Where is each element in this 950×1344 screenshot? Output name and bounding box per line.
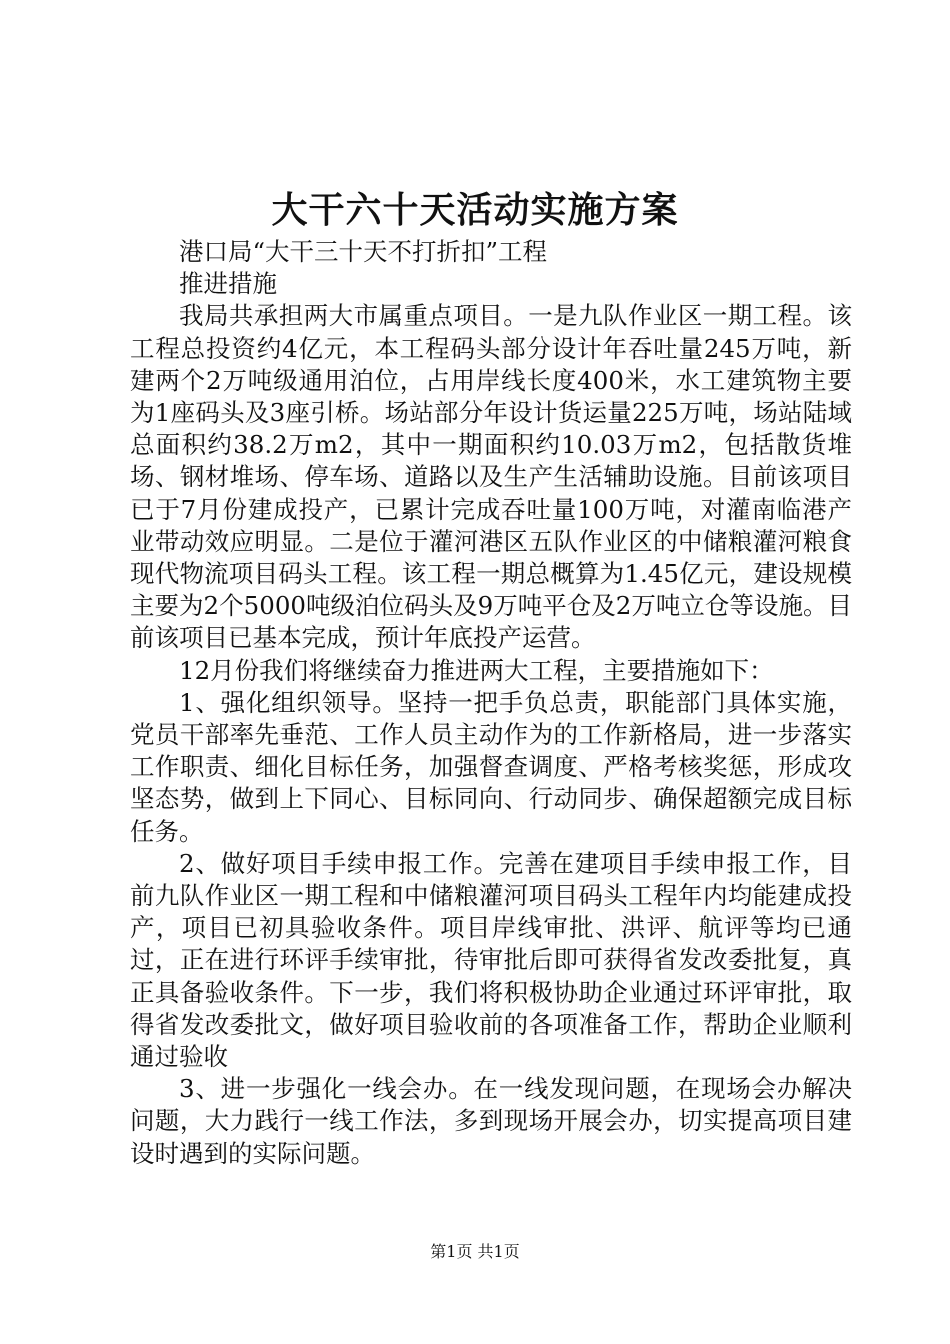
subtitle-line-2: 推进措施 xyxy=(179,269,277,299)
paragraph-measure-2: 2、做好项目手续申报工作。完善在建项目手续申报工作，目前九队作业区一期工程和中储粮灌河项目码头工程年内均能建成投产，项目已初具验收条件。项目岸线审批、洪评、航评等均已通过，正在进行环评手续审批，待审批后即可获得省发改委批复，真正具备验收条件。下一步，我们将积极协助企业通过环评审批，取得省发改委批文，做好项目验收前的各项准备工作，帮助企业顺利通过验收 xyxy=(130,848,852,1072)
paragraph-measure-3: 3、进一步强化一线会办。在一线发现问题，在现场会办解决问题，大力践行一线工作法，多到现场开展会办，切实提高项目建设时遇到的实际问题。 xyxy=(130,1074,852,1168)
document-body xyxy=(130,236,852,1170)
paragraph-projects: 我局共承担两大市属重点项目。一是九队作业区一期工程。该工程总投资约4亿元，本工程码头部分设计年吞吐量245万吨，新建两个2万吨级通用泊位，占用岸线长度400米，水工建筑物主要为1座码头及3座引桥。场站部分年设计货运量225万吨，场站陆域总面积约38.2万m2，其中一期面积约10.03万m2，包括散货堆场、钢材堆场、停车场、道路以及生产生活辅助设施。目前该项目已于7月份建成投产，已累计完成吞吐量100万吨，对灌南临港产业带动效应明显。二是位于灌河港区五队作业区的中储粮灌河粮食现代物流项目码头工程。该工程一期总概算为1.45亿元，建设规模主要为2个5000吨级泊位码头及9万吨平仓及2万吨立仓等设施。目前该项目已基本完成，预计年底投产运营。 xyxy=(130,301,852,653)
subtitle-line: 港口局“大干三十天不打折扣”工程 xyxy=(179,237,548,266)
page-footer: 第1页 共1页 xyxy=(430,1242,520,1261)
paragraph-december-intro: 12月份我们将继续奋力推进两大工程，主要措施如下： xyxy=(179,655,774,685)
paragraph-measure-1: 1、强化组织领导。坚持一把手负总责，职能部门具体实施，党员干部率先垂范、工作人员主动作为的工作新格局，进一步落实工作职责、细化目标任务，加强督查调度、严格考核奖惩，形成攻坚态势，做到上下同心、目标同向、行动同步、确保超额完成目标任务。 xyxy=(130,687,852,846)
document-title: 大干六十天活动实施方案 xyxy=(271,189,679,231)
